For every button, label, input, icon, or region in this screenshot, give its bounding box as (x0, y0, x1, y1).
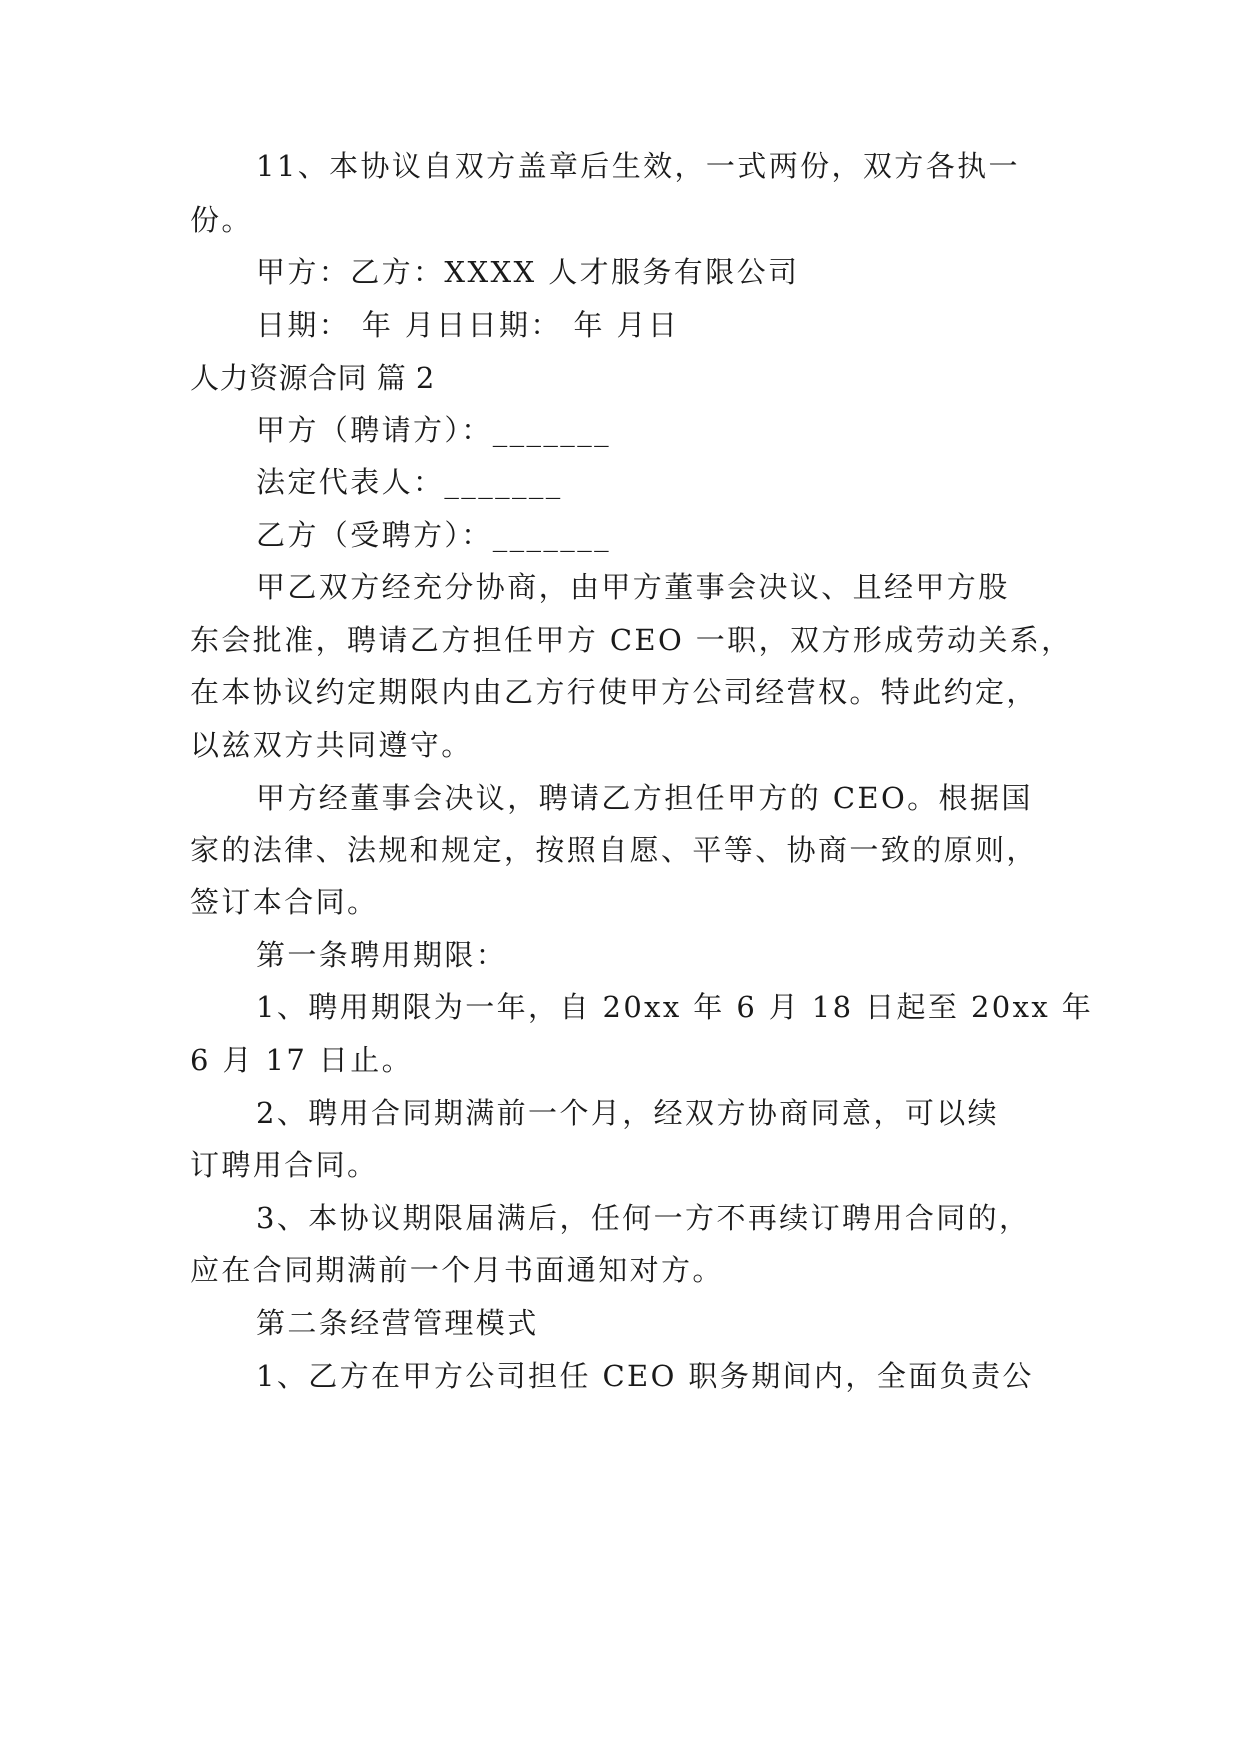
preamble-line-2: 东会批准，聘请乙方担任甲方 CEO 一职，双方形成劳动关系， (190, 623, 1073, 657)
article-1-item-2-line-2: 订聘用合同。 (190, 1148, 379, 1182)
article-1-item-1-line-2: 6 月 17 日止。 (190, 1043, 414, 1077)
article-1-item-2-line-1: 2、聘用合同期满前一个月，经双方协商同意，可以续 (256, 1096, 1000, 1130)
article-1-heading: 第一条聘用期限： (256, 938, 508, 972)
party-a-field: 甲方（聘请方）：_______ (256, 413, 612, 447)
legal-representative-field: 法定代表人：_______ (256, 465, 563, 499)
preamble-line-3: 在本协议约定期限内由乙方行使甲方公司经营权。特此约定， (190, 675, 1038, 709)
signature-parties: 甲方：乙方：XXXX 人才服务有限公司 (256, 255, 800, 289)
article-2-heading: 第二条经营管理模式 (256, 1306, 539, 1340)
preamble-line-4: 以兹双方共同遵守。 (190, 728, 473, 762)
article-1-item-3-line-1: 3、本协议期限届满后，任何一方不再续订聘用合同的， (256, 1201, 1031, 1235)
clause-11-line-2: 份。 (190, 203, 253, 237)
article-2-item-1-line-1: 1、乙方在甲方公司担任 CEO 职务期间内，全面负责公 (256, 1359, 1034, 1393)
section-heading: 人力资源合同 篇 2 (190, 361, 435, 395)
appointment-line-2: 家的法律、法规和规定，按照自愿、平等、协商一致的原则， (190, 833, 1038, 867)
article-1-item-1-line-1: 1、聘用期限为一年，自 20xx 年 6 月 18 日起至 20xx 年 (256, 990, 1094, 1024)
article-1-item-3-line-2: 应在合同期满前一个月书面通知对方。 (190, 1253, 724, 1287)
preamble-line-1: 甲乙双方经充分协商，由甲方董事会决议、且经甲方股 (256, 570, 1010, 604)
appointment-line-1: 甲方经董事会决议，聘请乙方担任甲方的 CEO。根据国 (256, 781, 1033, 815)
party-b-field: 乙方（受聘方）：_______ (256, 518, 612, 552)
signature-dates: 日期： 年 月日日期： 年 月日 (256, 308, 680, 342)
clause-11-line-1: 11、本协议自双方盖章后生效，一式两份，双方各执一 (256, 149, 1020, 183)
appointment-line-3: 签订本合同。 (190, 885, 379, 919)
